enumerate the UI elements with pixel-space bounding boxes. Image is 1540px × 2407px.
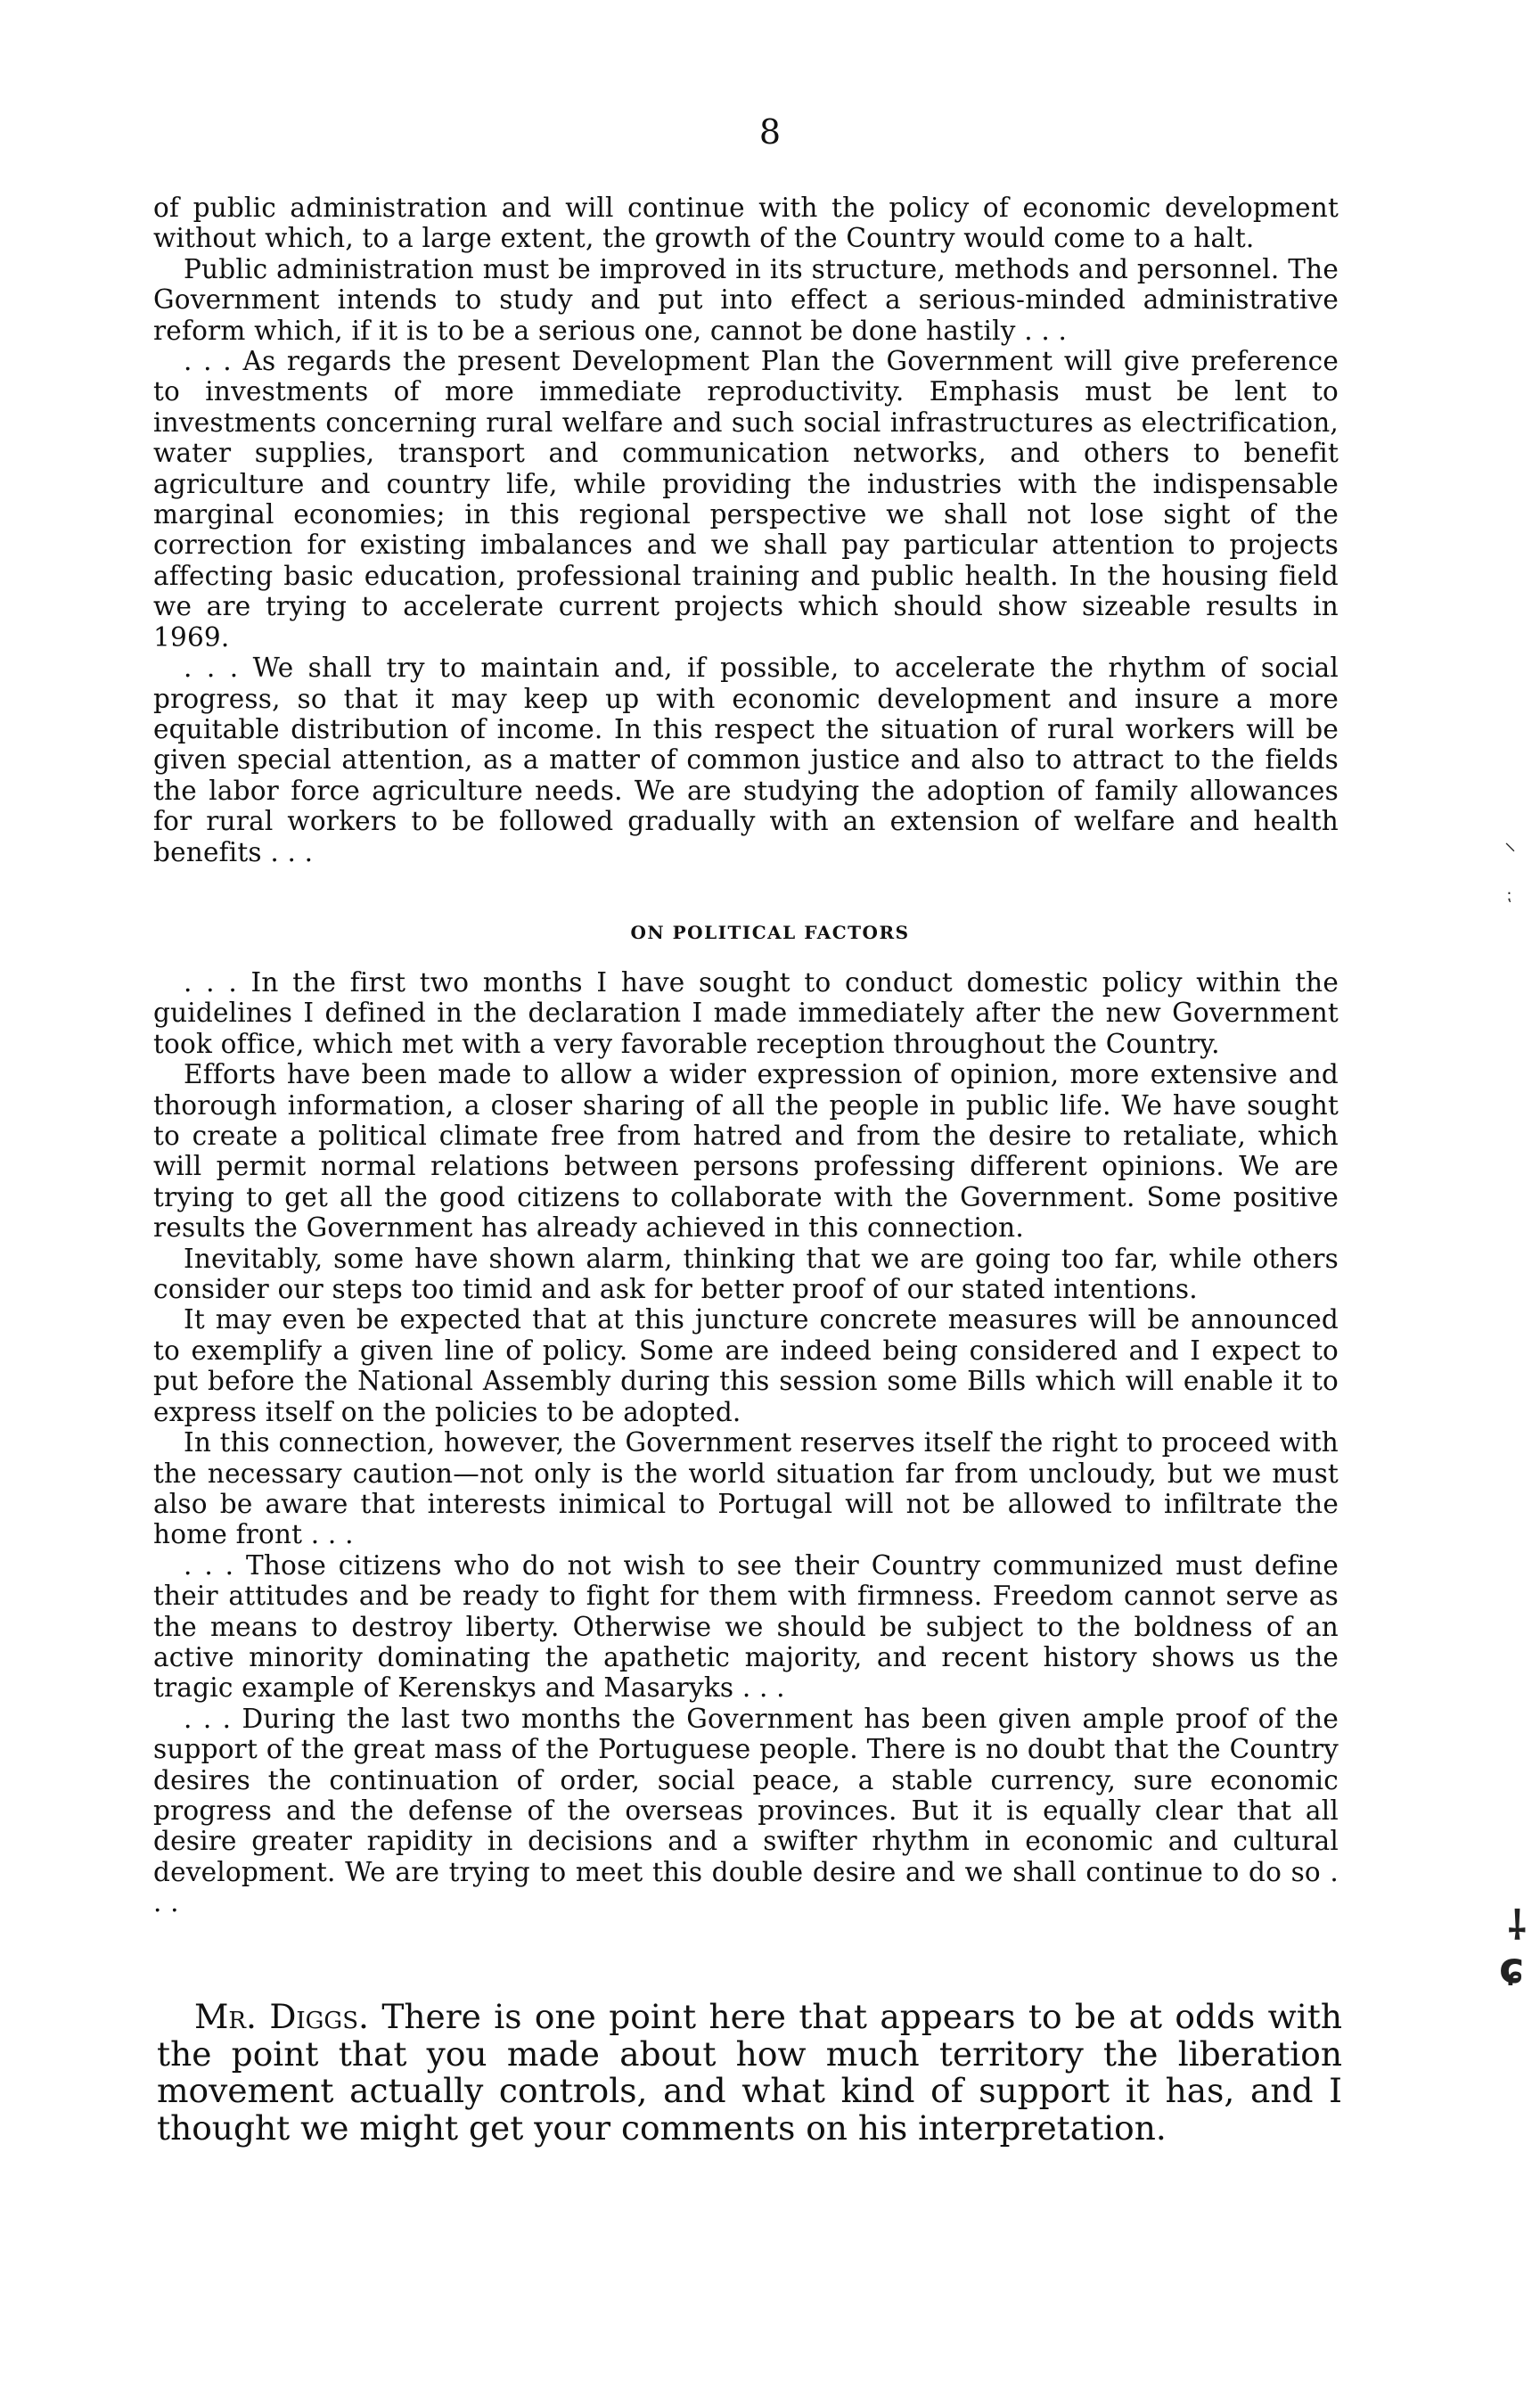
paragraph: . . . In the first two months I have sought to conduct domestic policy within the guidelines I defined in the declaration I made immediately after the new Government took office, which met with a very favorable reception throughout the Country.: [153, 967, 1339, 1059]
margin-mark-icon: ⸌: [1504, 839, 1517, 866]
speaker-name: Mr. Diggs.: [194, 1997, 369, 2036]
paragraph: Inevitably, some have shown alarm, thinking that we are going too far, while others consider our steps too timid and ask for better proof of our stated intentions.: [153, 1243, 1339, 1305]
paragraph: . . . We shall try to maintain and, if possible, to accelerate the rhythm of social progress, so that it may keep up with economic development and insure a more equitable distribution of income. In this respect the situation of rural workers will be given special attention, as a matter of common justice and also to attract to the fields the labor force agriculture needs. We are studying the adoption of family allowances for rural workers to be followed gradually with an extension of welfare and health benefits . . .: [153, 653, 1339, 867]
text-column-top: [153, 193, 1339, 867]
statement-text: There is one point here that appears to be at odds with the point that you made about how much territory the liberation movement actually controls, and what kind of support it has, and I thought we might get your comments on his interpretation.: [157, 1997, 1342, 2148]
paragraph: Public administration must be improved in its structure, methods and personnel. The Government intends to study and put into effect a serious-minded administrative reform which, if it is to be a serious one, cannot be done hastily . . .: [153, 253, 1339, 346]
page-number: 8: [758, 112, 782, 152]
testimony-statement: [157, 1999, 1342, 2147]
paragraph: of public administration and will continue with the policy of economic development without which, to a large extent, the growth of the Country would come to a halt.: [153, 193, 1339, 254]
paragraph: . . . As regards the present Development Plan the Government will give preference to investments of more immediate reproductivity. Emphasis must be lent to investments concerning rural welfare and such social infrastructures as electrification, water supplies, transport and communication networks, and others to benefit agriculture and country life, while providing the industries with the indispensable marginal economies; in this regional perspective we shall not lose sight of the correction for existing imbalances and we shall pay particular attention to projects affecting basic education, professional training and public health. In the housing field we are trying to accelerate current projects which should show sizeable results in 1969.: [153, 346, 1339, 653]
margin-mark-icon: ɕ: [1499, 1943, 1525, 1993]
section-heading: ON POLITICAL FACTORS: [630, 922, 910, 943]
paragraph: In this connection, however, the Government reserves itself the right to proceed with the necessary caution—not only is the world situation far from uncloudy, but we must also be aware that interests inimical to Portugal will not be allowed to infiltrate the home front . . .: [153, 1427, 1339, 1550]
margin-mark-icon: ⁏: [1506, 886, 1512, 905]
paragraph: . . . Those citizens who do not wish to see their Country communized must define their attitudes and be ready to fight for them with firmness. Freedom cannot serve as the means to destroy liberty. Otherwise we should be subject to the boldness of an active minority dominating the apathetic majority, and recent history shows us the tragic example of Kerenskys and Masaryks . . .: [153, 1549, 1339, 1704]
text-column-bottom: [153, 967, 1339, 1918]
paragraph: Efforts have been made to allow a wider expression of opinion, more extensive and thorough information, a closer sharing of all the people in public life. We have sought to create a political climate free from hatred and from the desire to retaliate, which will permit normal relations between persons professing different opinions. We are trying to get all the good citizens to collaborate with the Government. Some positive results the Government has already achieved in this connection.: [153, 1059, 1339, 1244]
paragraph: It may even be expected that at this juncture concrete measures will be announced to exemplify a given line of policy. Some are indeed being considered and I expect to put before the National Assembly during this session some Bills which will enable it to express itself on the policies to be adopted.: [153, 1304, 1339, 1427]
paragraph: . . . During the last two months the Government has been given ample proof of the support of the great mass of the Portuguese people. There is no doubt that the Country desires the continuation of order, social peace, a stable currency, sure economic progress and the defense of the overseas provinces. But it is equally clear that all desire greater rapidity in decisions and a swifter rhythm in economic and cultural development. We are trying to meet this double desire and we shall continue to do so . . .: [153, 1703, 1339, 1918]
margin-mark-icon: ⸸: [1508, 1903, 1527, 1949]
